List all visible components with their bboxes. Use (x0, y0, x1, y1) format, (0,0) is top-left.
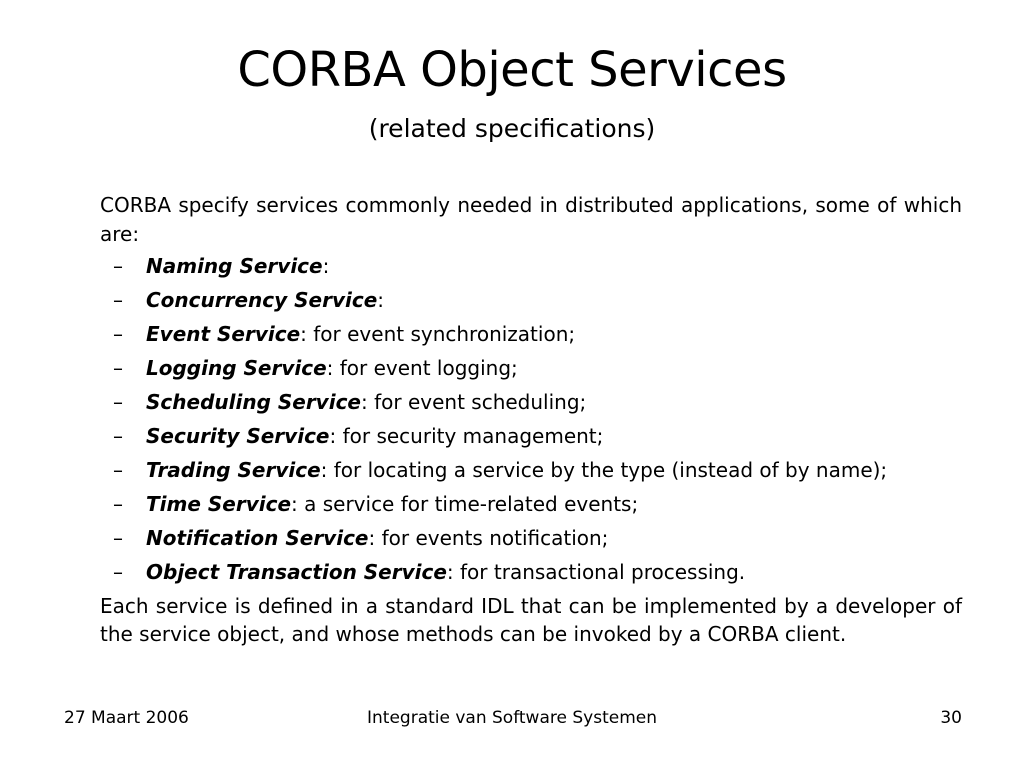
service-description: : for event scheduling; (361, 390, 587, 414)
list-item (100, 354, 962, 383)
service-description: : for event synchronization; (300, 322, 576, 346)
dash-bullet: – (113, 356, 123, 380)
service-name: Logging Service (146, 356, 327, 380)
service-description: : for events notification; (368, 526, 609, 550)
service-name: Event Service (146, 322, 301, 346)
dash-bullet: – (113, 526, 123, 550)
service-description: : for locating a service by the type (instead of by name); (320, 458, 888, 482)
slide-body (100, 191, 962, 648)
list-item (100, 456, 962, 485)
intro-paragraph: CORBA specify services commonly needed in distributed applications, some of which are: (100, 193, 962, 246)
dash-bullet: – (113, 458, 123, 482)
list-item (100, 252, 962, 281)
service-description: : for transactional processing. (446, 560, 746, 584)
list-item (100, 490, 962, 519)
service-description: : (322, 254, 330, 278)
service-description: : a service for time-related events; (291, 492, 639, 516)
service-name: Object Transaction Service (146, 560, 447, 584)
service-name: Naming Service (146, 254, 323, 278)
service-name: Time Service (146, 492, 292, 516)
service-description: : for event logging; (326, 356, 518, 380)
dash-bullet: – (113, 560, 123, 584)
service-name: Concurrency Service (146, 288, 378, 312)
dash-bullet: – (113, 322, 123, 346)
service-name: Scheduling Service (146, 390, 361, 414)
list-item (100, 422, 962, 451)
services-list (100, 252, 962, 587)
list-item (100, 320, 962, 349)
service-name: Security Service (146, 424, 330, 448)
service-name: Trading Service (146, 458, 321, 482)
list-item (100, 388, 962, 417)
service-description: : (377, 288, 385, 312)
list-item (100, 558, 962, 587)
dash-bullet: – (113, 390, 123, 414)
list-item (100, 524, 962, 553)
footer-date: 27 Maart 2006 (64, 708, 189, 728)
slide-title: CORBA Object Services (237, 42, 787, 98)
dash-bullet: – (113, 492, 123, 516)
dash-bullet: – (113, 424, 123, 448)
slide-subtitle: (related specifications) (368, 114, 656, 143)
slide-number: 30 (940, 708, 962, 728)
list-item (100, 286, 962, 315)
dash-bullet: – (113, 288, 123, 312)
service-name: Notification Service (146, 526, 369, 550)
closing-paragraph: Each service is defined in a standard IDL that can be implemented by a developer of the service object, and whose methods can be invoked by a CORBA client. (100, 594, 962, 646)
dash-bullet: – (113, 254, 123, 278)
footer-course-title: Integratie van Software Systemen (367, 708, 657, 728)
service-description: : for security management; (329, 424, 604, 448)
